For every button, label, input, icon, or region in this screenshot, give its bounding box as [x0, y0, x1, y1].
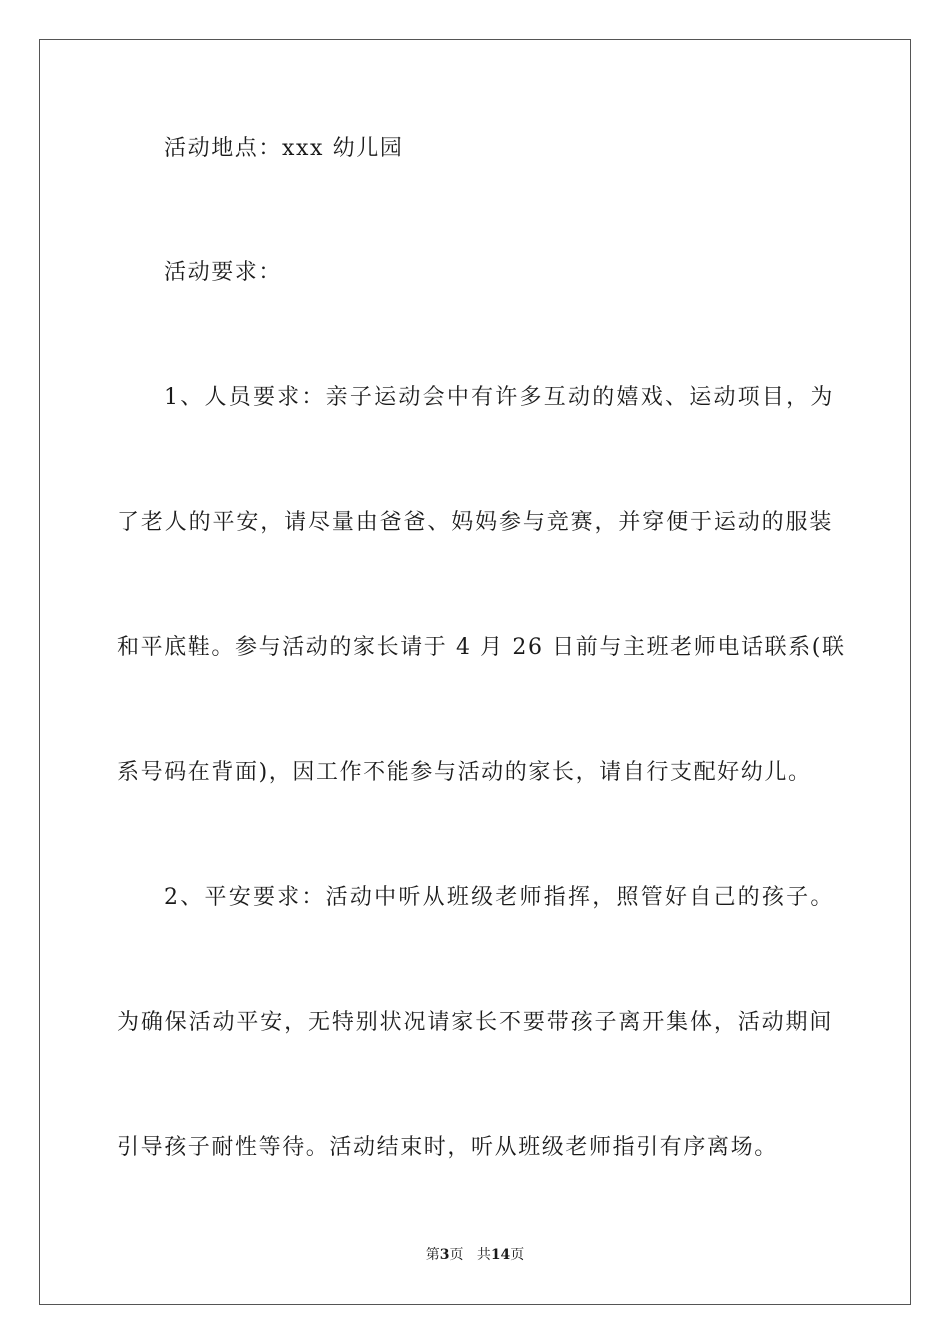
footer-total-suffix: 页 [510, 1247, 525, 1263]
safety-requirement-line-3: 引导孩子耐性等待。活动结束时，听从班级老师指引有序离场。 [117, 1135, 778, 1160]
footer-page-number: 3 [439, 1247, 450, 1263]
activity-requirements-heading: 活动要求： [164, 260, 283, 285]
footer-total-pages: 14 [490, 1247, 511, 1263]
footer-page-suffix: 页 [449, 1247, 464, 1263]
footer-total-prefix: 共 [476, 1247, 491, 1263]
page-footer [0, 1246, 950, 1264]
safety-requirement-line-1: 2、平安要求：活动中听从班级老师指挥，照管好自己的孩子。 [164, 885, 834, 910]
safety-requirement-line-2: 为确保活动平安，无特别状况请家长不要带孩子离开集体，活动期间 [117, 1010, 833, 1035]
activity-location-line: 活动地点：xxx 幼儿园 [164, 136, 404, 161]
personnel-requirement-line-1: 1、人员要求：亲子运动会中有许多互动的嬉戏、运动项目，为 [164, 385, 834, 410]
page-border [39, 39, 911, 1305]
personnel-requirement-line-4: 系号码在背面)，因工作不能参与活动的家长，请自行支配好幼儿。 [117, 760, 812, 785]
personnel-requirement-line-3: 和平底鞋。参与活动的家长请于 4 月 26 日前与主班老师电话联系(联 [117, 635, 846, 660]
personnel-requirement-line-2: 了老人的平安，请尽量由爸爸、妈妈参与竞赛，并穿便于运动的服装 [117, 510, 833, 535]
footer-page-prefix: 第 [425, 1247, 440, 1263]
